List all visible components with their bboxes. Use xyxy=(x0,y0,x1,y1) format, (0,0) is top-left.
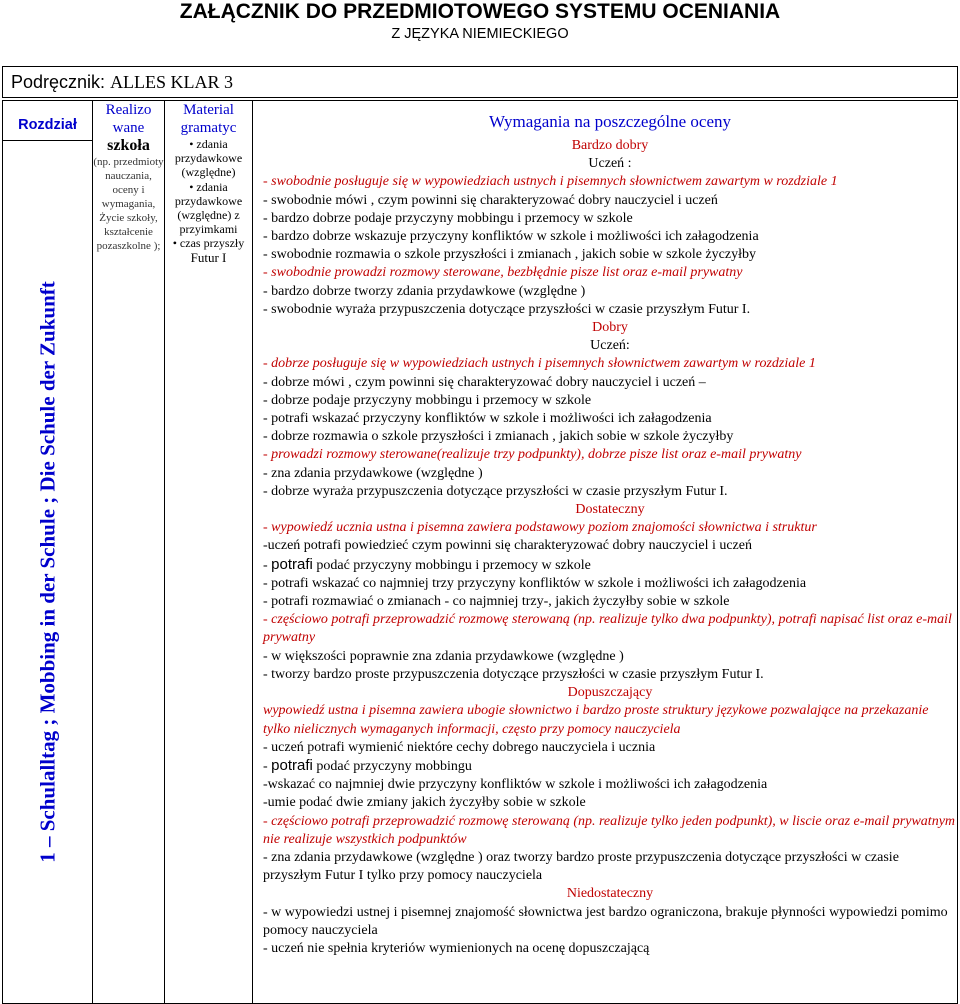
requirement-line: - częściowo potrafi przeprowadzić rozmowę sterowaną (np. realizuje tylko dwa podpunkty), potrafi napisać list oraz e-mail prywatny xyxy=(263,612,952,646)
requirement-line: - swobodnie wyraża przypuszczenia dotyczące przyszłości w czasie przyszłym Futur I. xyxy=(263,301,751,317)
requirement-line: - bardzo dobrze tworzy zdania przydawkowe (względne ) xyxy=(263,283,586,299)
requirement-line: - w wypowiedzi ustnej i pisemnej znajomość słownictwa jest bardzo ograniczona, brakuje płynności wypowiedzi pomimo pomocy nauczyciela xyxy=(263,904,948,938)
requirement-line: - swobodnie prowadzi rozmowy sterowane, bezbłędnie pisze list oraz e-mail prywatny xyxy=(263,265,743,281)
realized-school: szkoła xyxy=(107,137,150,154)
chapter-cell xyxy=(3,141,93,1004)
material-item: • czas przyszły xyxy=(172,236,245,251)
requirements-table xyxy=(2,100,958,1004)
textbook-row xyxy=(2,66,958,98)
grade-student-label: Uczeń : xyxy=(588,156,632,172)
requirement-line: - potrafi podać przyczyny mobbingu xyxy=(263,756,472,774)
realized-column xyxy=(93,101,165,1004)
requirement-line: - bardzo dobrze podaje przyczyny mobbingu i przemocy w szkole xyxy=(263,210,633,226)
chapter-title: 1 – Schulalltag ; Mobbing in der Schule ; Die Schule der Zukunft xyxy=(35,281,59,863)
realized-header-1: Realizo xyxy=(105,102,152,118)
requirement-line: wypowiedź ustna i pisemna zawiera ubogie słownictwo i bardzo proste struktury językowe pozwalające na przekazanie tylko nielicznych wymaganych informacji, często przy pomocy nauczyciela xyxy=(263,703,929,737)
chapter-header xyxy=(3,101,93,141)
requirement-line: - zna zdania przydawkowe (względne ) oraz tworzy bardzo proste przypuszczenia dotyczące przyszłości w czasie przyszłym Futur I tylko przy pomocy nauczyciela xyxy=(263,849,899,884)
grade-title-dopuszczajacy: Dopuszczający xyxy=(567,685,653,701)
requirement-line: - uczeń nie spełnia kryteriów wymienionych na ocenę dopuszczającą xyxy=(263,940,650,956)
material-header-2: gramatyc xyxy=(180,120,237,136)
grade-title-dostateczny: Dostateczny xyxy=(575,502,645,518)
requirement-line: - w większości poprawnie zna zdania przydawkowe (względne ) xyxy=(263,648,624,664)
requirements-header: Wymagania na poszczególne oceny xyxy=(488,112,732,131)
requirement-line: - swobodnie rozmawia o szkole przyszłości i zmianach , jakich sobie w szkole życzyłby xyxy=(263,247,756,263)
requirement-line: - częściowo potrafi przeprowadzić rozmowę sterowaną (np. realizuje tylko jeden podpunkt), w liscie oraz e-mail prywatnym nie realizuje wszystkich podpunktów xyxy=(263,813,956,847)
chapter-header-label: Rozdział xyxy=(18,117,77,133)
material-header-1: Material xyxy=(183,102,234,118)
requirement-line: - zna zdania przydawkowe (względne ) xyxy=(263,465,483,481)
requirements-column xyxy=(253,101,958,1004)
material-item: • zdania przydawkowe (względne) z przyimkami xyxy=(174,179,243,237)
requirement-line: - potrafi podać przyczyny mobbingu i przemocy w szkole xyxy=(263,555,591,573)
realized-school-note: (np. przedmioty nauczania, oceny i wymagania, Życie szkoły, kształcenie pozaszkolne ); xyxy=(93,156,164,252)
textbook-name: ALLES KLAR 3 xyxy=(110,72,234,92)
grade-title-dobry: Dobry xyxy=(592,320,628,336)
requirement-line: - potrafi rozmawiać o zmianach - co najmniej trzy-, jakich życzyłby sobie w szkole xyxy=(263,594,730,610)
requirement-line: -wskazać co najmniej dwie przyczyny konfliktów w szkole i możliwości ich załagodzenia xyxy=(263,777,768,793)
requirement-line: - dobrze mówi , czym powinni się charakteryzować dobry nauczyciel i uczeń – xyxy=(263,374,706,390)
requirement-line: - bardzo dobrze wskazuje przyczyny konfliktów w szkole i możliwości ich załagodzenia xyxy=(263,229,759,245)
grade-student-label: Uczeń: xyxy=(590,338,630,354)
material-item: • zdania przydawkowe (względne) xyxy=(174,137,243,180)
document-title: ZAŁĄCZNIK DO PRZEDMIOTOWEGO SYSTEMU OCENIANIA xyxy=(179,0,781,23)
requirement-line: - uczeń potrafi wymienić niektóre cechy dobrego nauczyciela i ucznia xyxy=(263,739,656,755)
realized-header-2: wane xyxy=(112,120,145,136)
grades-list xyxy=(263,137,957,958)
requirement-line: - wypowiedź ucznia ustna i pisemna zawiera podstawowy poziom znajomości słownictwa i struktur xyxy=(263,520,817,536)
grade-title-bardzo-dobry: Bardzo dobry xyxy=(571,138,649,153)
requirement-line: -umie podać dwie zmiany jakich życzyłby sobie w szkole xyxy=(263,795,586,811)
requirement-line: - dobrze wyraża przypuszczenia dotyczące przyszłości w czasie przyszłym Futur I. xyxy=(263,483,728,499)
requirement-line: - dobrze rozmawia o szkole przyszłości i zmianach , jakich sobie w szkole życzyłby xyxy=(263,429,734,445)
requirement-line: - swobodnie posługuje się w wypowiedziach ustnych i pisemnych słownictwem zawartym w rozdziale 1 xyxy=(263,174,838,190)
requirement-line: - tworzy bardzo proste przypuszczenia dotyczące przyszłości w czasie przyszłym Futur I. xyxy=(263,666,764,682)
textbook-label: Podręcznik: xyxy=(11,72,106,92)
document-subtitle: Z JĘZYKA NIEMIECKIEGO xyxy=(391,26,569,42)
material-futur: Futur I xyxy=(190,249,227,265)
material-column xyxy=(165,101,253,1004)
requirement-line: - dobrze posługuje się w wypowiedziach ustnych i pisemnych słownictwem zawartym w rozdziale 1 xyxy=(263,356,816,372)
requirement-line: - prowadzi rozmowy sterowane(realizuje trzy podpunkty), dobrze pisze list oraz e-mail prywatny xyxy=(263,447,802,463)
requirement-line: - swobodnie mówi , czym powinni się charakteryzować dobry nauczyciel i uczeń xyxy=(263,192,718,208)
requirement-line: - dobrze podaje przyczyny mobbingu i przemocy w szkole xyxy=(263,392,592,408)
requirement-line: -uczeń potrafi powiedzieć czym powinni się charakteryzować dobry nauczyciel i uczeń xyxy=(263,538,752,554)
grade-title-niedostateczny: Niedostateczny xyxy=(566,886,654,902)
requirement-line: - potrafi wskazać co najmniej trzy przyczyny konfliktów w szkole i możliwości ich załagodzenia xyxy=(263,575,807,591)
requirement-line: - potrafi wskazać przyczyny konfliktów w szkole i możliwości ich załagodzenia xyxy=(263,411,712,427)
